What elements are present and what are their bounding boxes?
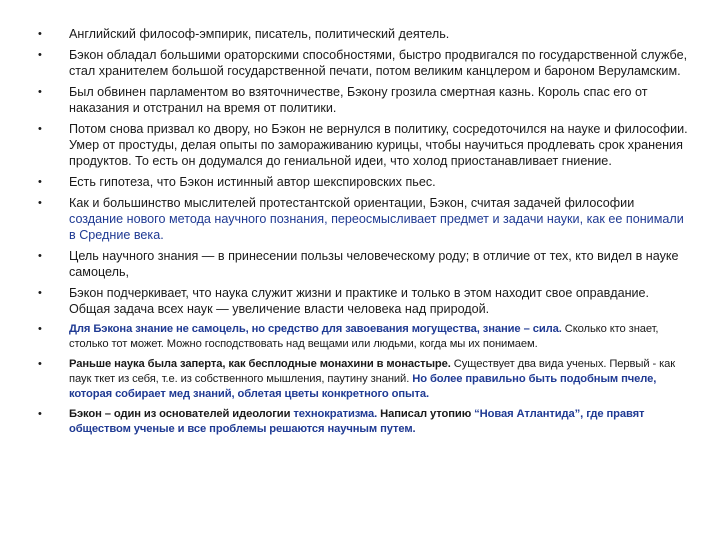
item-text-bold: Раньше наука была заперта, как бесплодные монахини в монастыре. <box>69 358 451 370</box>
list-item <box>38 174 688 190</box>
bullet-icon: • <box>38 197 42 209</box>
list-item <box>38 26 688 42</box>
item-text: Потом снова призвал ко двору, но Бэкон не вернулся в политику, сосредоточился на науке и философии. Умер от простуды, делая опыты по замораживанию курицы, чтобы научиться продлевать срок хранения продуктов. То есть он додумался до гениальной идеи, что холод приостанавливает гниение. <box>69 122 688 168</box>
item-text: Цель научного знания — в принесении пользы человеческому роду; в отличие от тех, кто видел в науке самоцель, <box>69 249 679 279</box>
list-item <box>38 322 688 352</box>
item-text: Был обвинен парламентом во взяточничестве, Бэкону грозила смертная казнь. Король спас его от наказания и отстранил на время от политики. <box>69 85 648 115</box>
item-text-bold: Бэкон – один из основателей идеологии <box>69 408 294 420</box>
item-text-highlight: Для Бэкона знание не самоцель, но средство для завоевания могущества, знание – сила. <box>69 323 562 335</box>
bullet-icon: • <box>38 28 42 40</box>
list-item <box>38 121 688 169</box>
bullet-icon: • <box>38 287 42 299</box>
item-text-highlight: создание нового метода научного познания, переосмысливает предмет и задачи науки, как ее понимали в Средние века. <box>69 212 684 242</box>
list-item <box>38 357 688 402</box>
list-item <box>38 285 688 317</box>
list-item <box>38 84 688 116</box>
bullet-icon: • <box>38 323 42 335</box>
list-item <box>38 47 688 79</box>
item-text-highlight: Но более правильно быть подобным пчеле, которая собирает мед знаний, облетая цветы конкретного опыта. <box>69 373 657 400</box>
bullet-icon: • <box>38 408 42 420</box>
bullet-icon: • <box>38 86 42 98</box>
item-text-highlight: “Новая Атлантида”, где правят обществом ученые и все проблемы решаются научным путем. <box>69 408 645 435</box>
item-text: Сколько кто знает, столько тот может. Можно господствовать над вещами или людьми, когда мы их понимаем. <box>69 323 659 350</box>
item-text: Английский философ-эмпирик, писатель, политический деятель. <box>69 27 450 41</box>
item-text: Бэкон подчеркивает, что наука служит жизни и практике и только в этом находит свое оправдание. Общая задача всех наук — увеличение власти человека над природой. <box>69 286 650 316</box>
bullet-icon: • <box>38 49 42 61</box>
bullet-icon: • <box>38 250 42 262</box>
bullet-icon: • <box>38 123 42 135</box>
item-text: Есть гипотеза, что Бэкон истинный автор шекспировских пьес. <box>69 175 436 189</box>
item-text: Бэкон обладал большими ораторскими способностями, быстро продвигался по государственной службе, стал хранителем большой государственной печати, потом великим канцлером и бароном Веруламским. <box>69 48 688 78</box>
list-item <box>38 407 688 437</box>
bullet-icon: • <box>38 176 42 188</box>
item-text: Существует два вида ученых. Первый - как паук ткет из себя, т.е. из собственного мышления, паутину знаний. <box>69 358 676 385</box>
bullet-icon: • <box>38 358 42 370</box>
list-item <box>38 195 688 243</box>
item-text-bold: Написал утопию <box>377 408 475 420</box>
list-item <box>38 248 688 280</box>
bullet-list <box>38 26 688 442</box>
item-text-highlight: технократизма. <box>293 408 378 420</box>
item-text: Как и большинство мыслителей протестантской ориентации, Бэкон, считая задачей философии <box>69 196 635 210</box>
